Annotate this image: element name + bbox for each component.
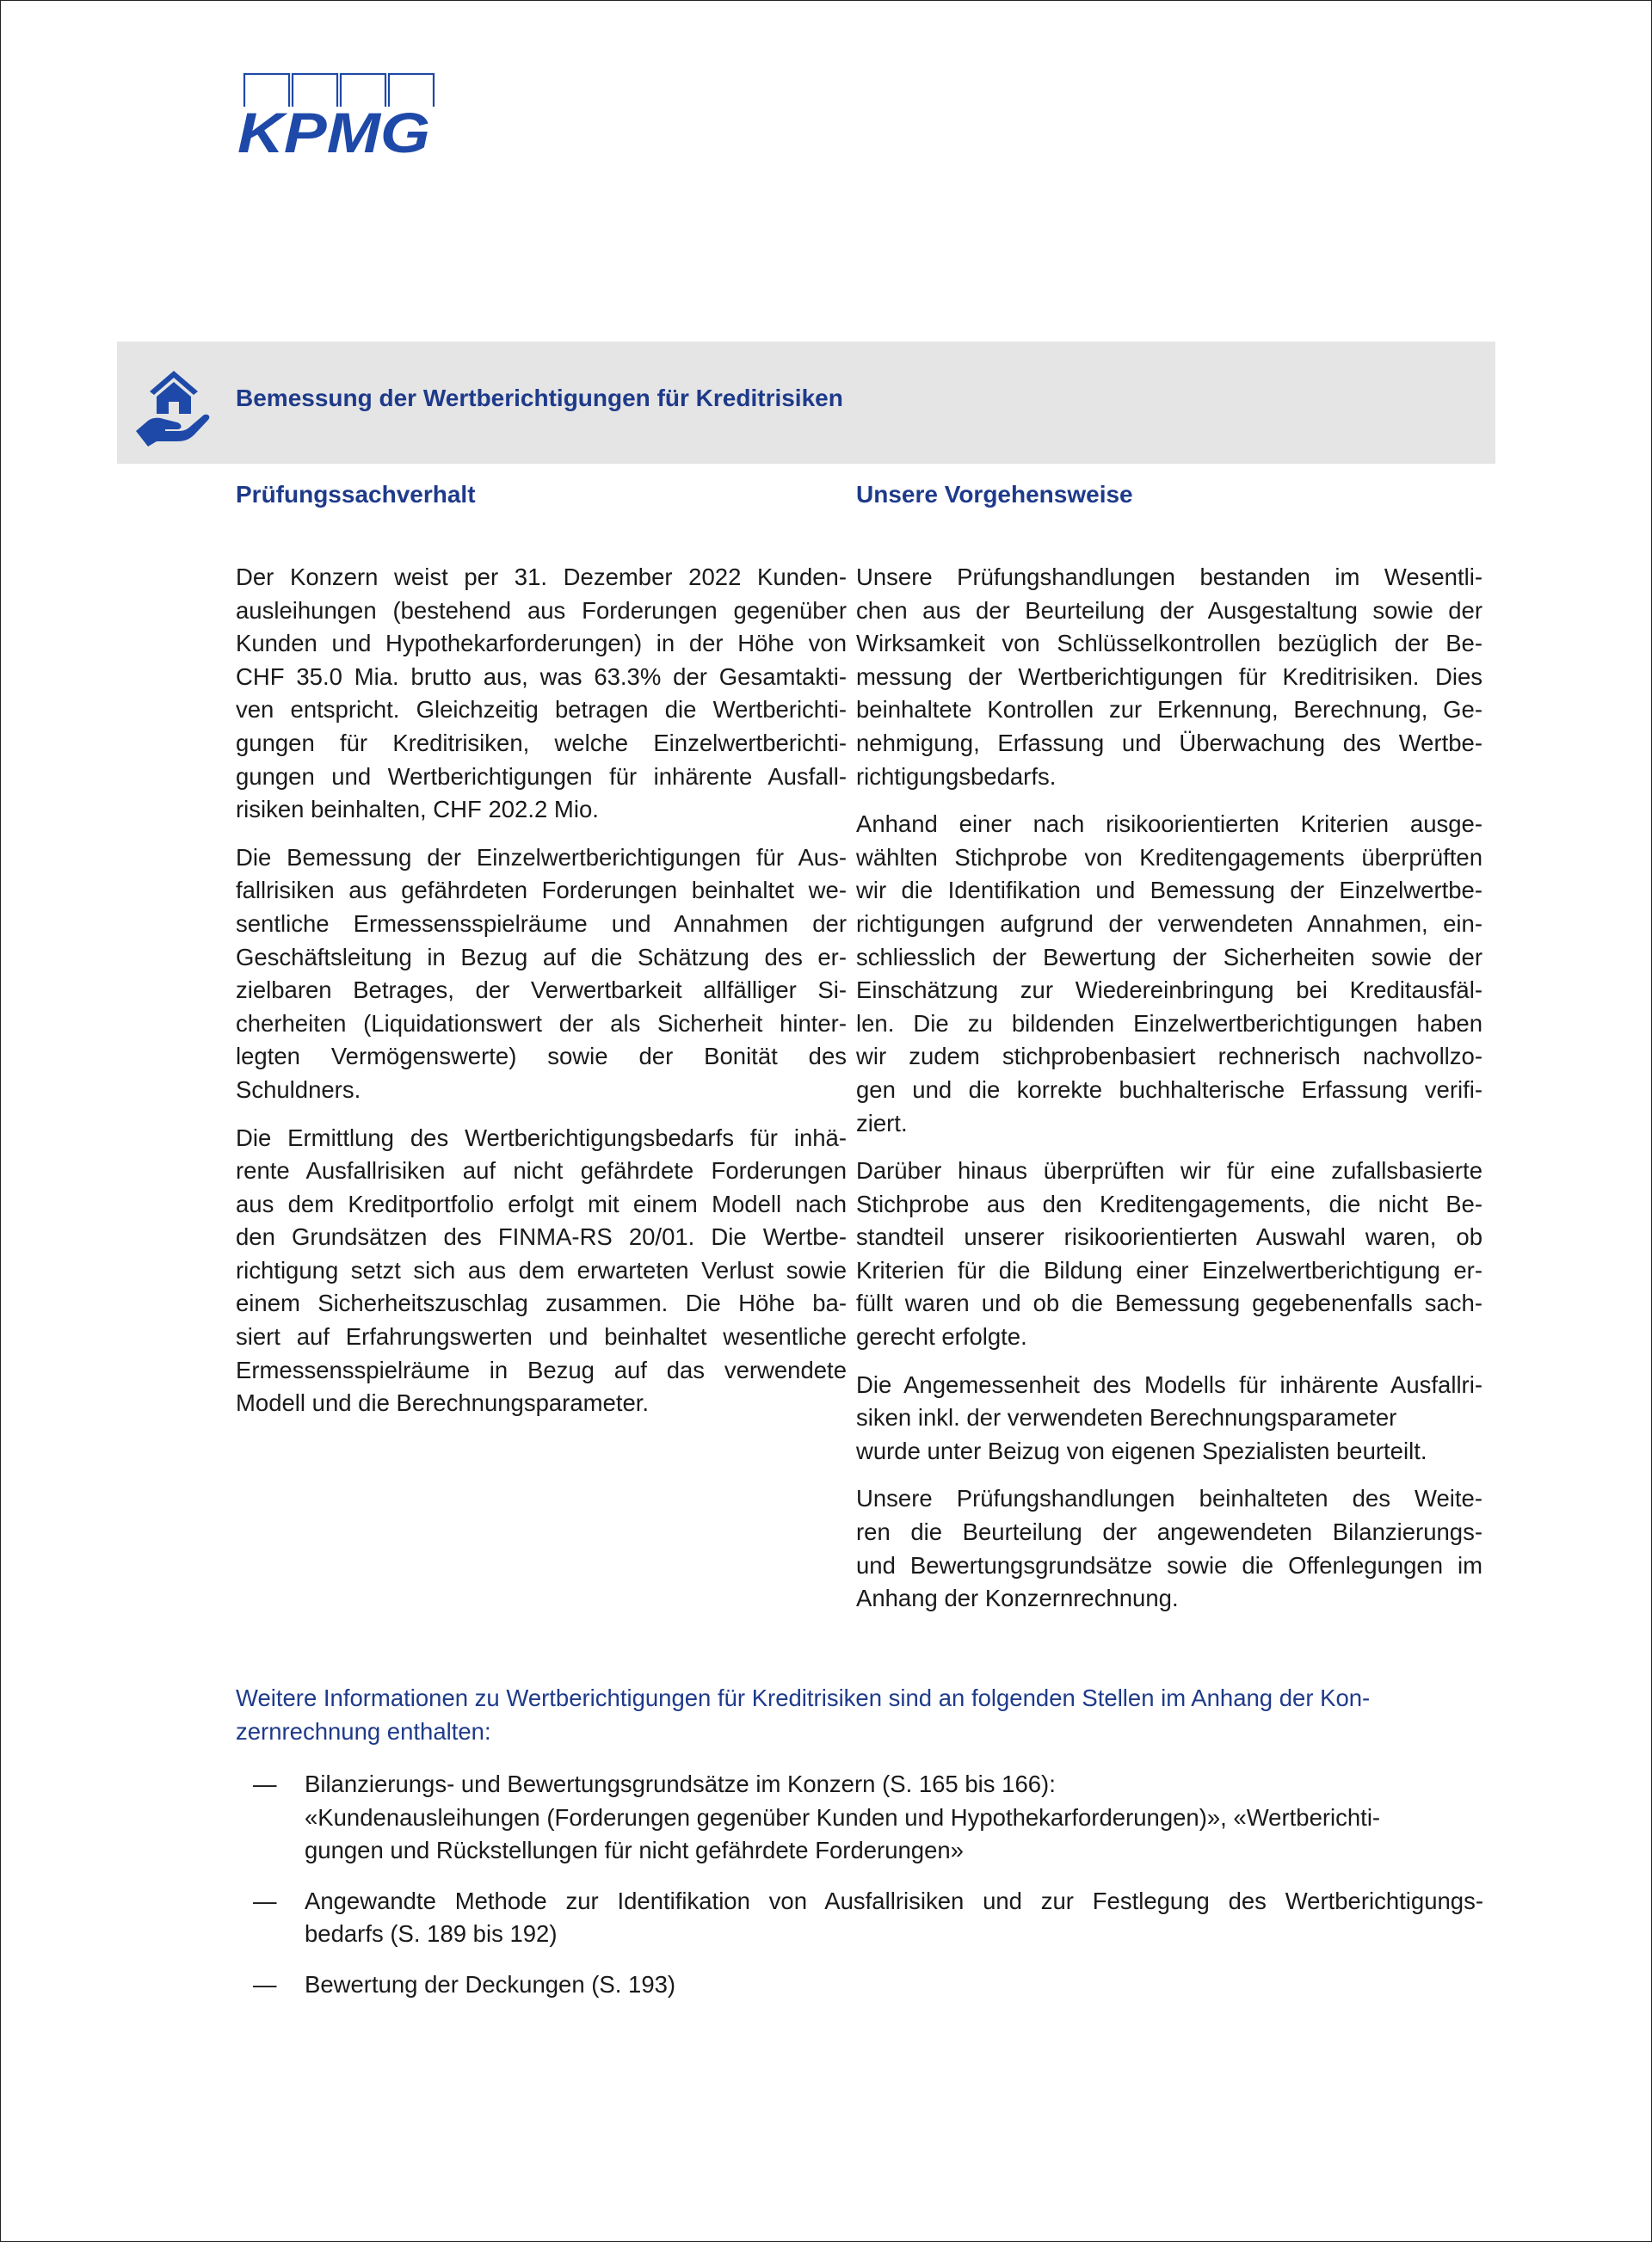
text-line: ven entspricht. Gleichzeitig betragen die Wertberichti-: [236, 696, 847, 724]
text-line: messung der Wertberichtigungen für Kreditrisiken. Dies: [856, 662, 1482, 690]
text-line: richtigungsbedarfs.: [856, 762, 1057, 790]
logo-text: KPMG: [237, 101, 430, 158]
text-line: Kriterien für die Bildung einer Einzelwertberichtigung er-: [856, 1256, 1482, 1284]
text-line: siert auf Erfahrungswerten und beinhaltet wesentliche: [236, 1323, 847, 1351]
text-line: richtigungen aufgrund der verwendeten Annahmen, ein-: [856, 909, 1482, 937]
text-line: wir zudem stichprobenbasiert rechnerisch nachvollzo-: [856, 1043, 1482, 1070]
text-line: Unsere Prüfungshandlungen bestanden im Wesentli-: [856, 564, 1482, 590]
right-paragraph-2: [856, 808, 1482, 1140]
further-info-intro: [236, 1682, 1492, 1748]
text-line: gungen und Wertberichtigungen für inhärente Ausfall-: [236, 762, 847, 790]
dash-bullet: —: [253, 1970, 277, 1998]
text-line: Kunden und Hypothekarforderungen) in der Höhe von: [236, 630, 847, 657]
text-line: rente Ausfallrisiken auf nicht gefährdete Forderungen: [236, 1157, 847, 1185]
text-line: Angewandte Methode zur Identifikation von Ausfallrisiken und zur Festlegung des Wertberichtigungs-: [305, 1887, 1483, 1914]
text-line: zielbaren Betrages, der Verwertbarkeit allfälliger Si-: [236, 976, 847, 1004]
right-column-heading: Unsere Vorgehensweise: [856, 481, 1133, 508]
list-item: [253, 1885, 1492, 1951]
text-line: Darüber hinaus überprüften wir für eine zufallsbasierte: [856, 1157, 1482, 1185]
text-line: Der Konzern weist per 31. Dezember 2022 Kunden-: [236, 564, 847, 590]
text-line: Anhang der Konzernrechnung.: [856, 1585, 1179, 1612]
text-line: aus dem Kreditportfolio erfolgt mit einem Modell nach: [236, 1190, 847, 1217]
hand-house-icon: [133, 364, 219, 450]
text-line: gungen für Kreditrisiken, welche Einzelwertberichti-: [236, 729, 847, 756]
text-line: ausleihungen (bestehend aus Forderungen gegenüber: [236, 596, 847, 624]
text-line: «Kundenausleihungen (Forderungen gegenüber Kunden und Hypothekarforderungen)», «Wertberichti-: [305, 1803, 1381, 1831]
left-paragraph-3: [236, 1122, 847, 1420]
left-paragraph-2: [236, 841, 847, 1107]
kpmg-logo: [234, 72, 437, 158]
text-line: len. Die zu bildenden Einzelwertberichtigungen haben: [856, 1009, 1482, 1037]
text-line: wir die Identifikation und Bemessung der Einzelwertbe-: [856, 877, 1482, 904]
dash-bullet: —: [253, 1771, 277, 1797]
right-paragraph-3: [856, 1155, 1482, 1354]
text-line: gen und die korrekte buchhalterische Erfassung verifi-: [856, 1075, 1482, 1103]
text-line: einem Sicherheitszuschlag zusammen. Die Höhe ba-: [236, 1290, 847, 1317]
text-line: Die Angemessenheit des Modells für inhärente Ausfallri-: [856, 1370, 1482, 1398]
text-line: risiken beinhalten, CHF 202.2 Mio.: [236, 796, 599, 823]
text-line: Modell und die Berechnungsparameter.: [236, 1389, 650, 1417]
text-line: Geschäftsleitung in Bezug auf die Schätzung des er-: [236, 943, 847, 970]
text-line: Einschätzung zur Wiedereinbringung bei Kreditausfäl-: [856, 976, 1482, 1004]
left-paragraph-1: [236, 561, 847, 827]
text-line: standteil unserer risikoorientierten Auswahl waren, ob: [856, 1223, 1482, 1251]
banner-title: Bemessung der Wertberichtigungen für Kreditrisiken: [236, 385, 843, 411]
section-banner: [117, 342, 1495, 464]
text-line: cherheiten (Liquidationswert der als Sicherheit hinter-: [236, 1009, 847, 1037]
text-line: chen aus der Beurteilung der Ausgestaltung sowie der: [856, 596, 1482, 624]
text-line: zernrechnung enthalten:: [236, 1717, 491, 1745]
left-column-heading: Prüfungssachverhalt: [236, 481, 476, 508]
text-line: ren die Beurteilung der angewendeten Bilanzierungs-: [856, 1518, 1482, 1546]
text-line: wählten Stichprobe von Kreditengagements überprüften: [856, 843, 1482, 871]
right-paragraph-1: [856, 561, 1482, 793]
text-line: schliesslich der Bewertung der Sicherheiten sowie der: [856, 943, 1482, 970]
list-item: [253, 1768, 1492, 1868]
text-line: Die Bemessung der Einzelwertberichtigungen für Aus-: [236, 843, 847, 871]
text-line: den Grundsätzen des FINMA-RS 20/01. Die Wertbe-: [236, 1223, 847, 1251]
text-line: gungen und Rückstellungen für nicht gefährdete Forderungen»: [305, 1837, 964, 1864]
text-line: ziert.: [856, 1109, 908, 1136]
text-line: Anhand einer nach risikoorientierten Kriterien ausge-: [856, 810, 1482, 838]
text-line: und Bewertungsgrundsätze sowie die Offenlegungen im: [856, 1551, 1482, 1579]
text-line: füllt waren und ob die Bemessung gegebenenfalls sach-: [856, 1290, 1482, 1317]
right-paragraph-4: [856, 1369, 1482, 1469]
text-line: Schuldners.: [236, 1075, 361, 1103]
dash-bullet: —: [253, 1887, 277, 1914]
text-line: Unsere Prüfungshandlungen beinhalteten des Weite-: [856, 1485, 1482, 1512]
text-line: beinhaltete Kontrollen zur Erkennung, Berechnung, Ge-: [856, 696, 1482, 724]
text-line: sentliche Ermessensspielräume und Annahmen der: [236, 909, 847, 937]
list-item: [253, 1968, 1492, 2002]
text-line: richtigung setzt sich aus dem erwarteten Verlust sowie: [236, 1256, 847, 1284]
text-line: Wirksamkeit von Schlüsselkontrollen bezüglich der Be-: [856, 630, 1482, 657]
text-line: bedarfs (S. 189 bis 192): [305, 1920, 558, 1948]
text-line: Stichprobe aus den Kreditengagements, die nicht Be-: [856, 1190, 1482, 1217]
text-line: Weitere Informationen zu Wertberichtigungen für Kreditrisiken sind an folgenden Stellen im Anhang der Kon-: [236, 1685, 1371, 1711]
text-line: Die Ermittlung des Wertberichtigungsbedarfs für inhä-: [236, 1124, 847, 1151]
right-column: [856, 561, 1482, 1630]
text-line: Bewertung der Deckungen (S. 193): [305, 1970, 676, 1998]
left-column: [236, 561, 847, 1435]
right-paragraph-5: [856, 1482, 1482, 1615]
text-line: legten Vermögenswerte) sowie der Bonität des: [236, 1043, 847, 1070]
text-line: wurde unter Beizug von eigenen Spezialisten beurteilt.: [856, 1437, 1427, 1464]
text-line: gerecht erfolgte.: [856, 1323, 1027, 1351]
text-line: fallrisiken aus gefährdeten Forderungen beinhaltet we-: [236, 877, 847, 904]
text-line: Bilanzierungs- und Bewertungsgrundsätze im Konzern (S. 165 bis 166):: [305, 1771, 1056, 1797]
text-line: CHF 35.0 Mia. brutto aus, was 63.3% der Gesamtakti-: [236, 662, 847, 690]
text-line: Ermessensspielräume in Bezug auf das verwendete: [236, 1356, 847, 1383]
text-line: nehmigung, Erfassung und Überwachung des Wertbe-: [856, 729, 1482, 756]
text-line: siken inkl. der verwendeten Berechnungsparameter: [856, 1404, 1397, 1432]
further-info-list: [253, 1768, 1492, 2019]
